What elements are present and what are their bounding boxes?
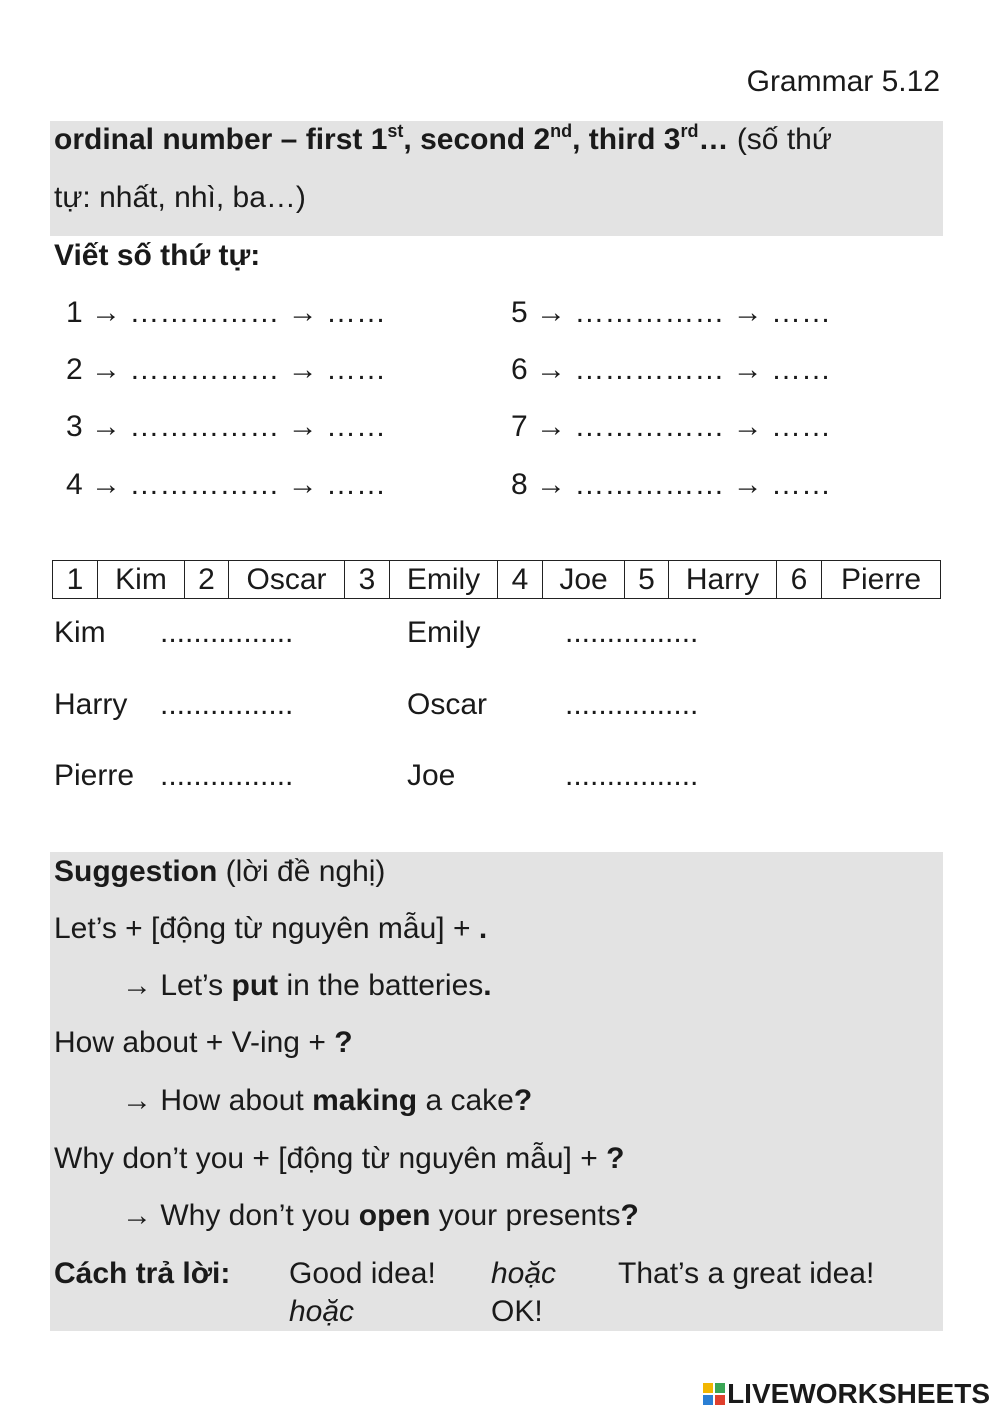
table-cell: Joe	[543, 561, 625, 599]
suggestion-title-translation: (lời đề nghị)	[217, 855, 386, 888]
sup-st: st	[387, 121, 404, 141]
rule-how-about-punct: ?	[334, 1026, 353, 1059]
blank-pierre[interactable]: ................	[160, 759, 294, 792]
ordinal-translation-start: (số thứ	[728, 123, 832, 156]
example-lets-punct: .	[483, 969, 492, 1002]
example-why-dont	[122, 1198, 639, 1234]
ordinal-bold-2: , second 2	[403, 123, 551, 156]
example-lets-verb: put	[231, 969, 279, 1002]
ordinal-blank-1[interactable]: 1 → …………… → ……	[66, 296, 387, 329]
answer-great-idea: That’s a great idea!	[618, 1257, 875, 1290]
name-pierre: Pierre	[54, 759, 135, 792]
suggestion-title-bold: Suggestion	[54, 855, 218, 888]
blank-kim[interactable]: ................	[160, 616, 294, 649]
name-joe: Joe	[407, 759, 456, 792]
example-why-dont-punct: ?	[620, 1199, 639, 1232]
ordinal-bold-1: ordinal number – first 1	[54, 123, 388, 156]
table-cell: 4	[498, 561, 543, 599]
liveworksheets-logo-text: LIVEWORKSHEETS	[727, 1378, 990, 1409]
example-how-about	[122, 1083, 532, 1119]
names-ranking-table	[52, 560, 941, 599]
table-row	[53, 561, 941, 599]
suggestion-title	[54, 854, 385, 890]
table-cell: 3	[345, 561, 390, 599]
ordinal-blank-3[interactable]: 3 → …………… → ……	[66, 410, 387, 443]
rule-how-about-text: How about + V-ing +	[54, 1026, 335, 1059]
ordinal-blank-4[interactable]: 4 → …………… → ……	[66, 468, 387, 501]
or-word-2: hoặc	[289, 1295, 355, 1328]
rule-lets-punct: .	[478, 912, 488, 945]
ordinal-blank-5[interactable]: 5 → …………… → ……	[511, 296, 832, 329]
page-title: Grammar 5.12	[746, 65, 940, 98]
table-cell: Harry	[669, 561, 777, 599]
blank-joe[interactable]: ................	[565, 759, 699, 792]
rule-why-dont	[54, 1141, 624, 1177]
table-cell: Kim	[98, 561, 185, 599]
rule-how-about	[54, 1025, 353, 1061]
ordinal-blank-7[interactable]: 7 → …………… → ……	[511, 410, 832, 443]
ordinal-definition-line2: tự: nhất, nhì, ba…)	[54, 181, 306, 214]
table-cell: 6	[777, 561, 822, 599]
name-emily: Emily	[407, 616, 481, 649]
ordinal-bold-4: …	[698, 123, 729, 156]
blank-emily[interactable]: ................	[565, 616, 699, 649]
example-lets-end: in the batteries	[278, 969, 484, 1002]
example-how-about-start: → How about	[122, 1084, 313, 1117]
example-why-dont-start: → Why don’t you	[122, 1199, 359, 1232]
ordinal-blank-6[interactable]: 6 → …………… → ……	[511, 353, 832, 386]
example-how-about-end: a cake	[417, 1084, 514, 1117]
ordinal-bold-3: , third 3	[572, 123, 681, 156]
example-why-dont-verb: open	[358, 1199, 431, 1232]
name-oscar: Oscar	[407, 688, 488, 721]
table-cell: Emily	[390, 561, 498, 599]
sup-rd: rd	[680, 121, 699, 141]
rule-lets-text: Let’s + [động từ nguyên mẫu] +	[54, 912, 479, 945]
table-cell: 2	[185, 561, 229, 599]
example-lets	[122, 968, 492, 1004]
example-why-dont-end: your presents	[430, 1199, 621, 1232]
table-cell: Oscar	[229, 561, 345, 599]
liveworksheets-logo	[703, 1378, 990, 1410]
table-cell: 5	[625, 561, 669, 599]
or-word-1: hoặc	[491, 1257, 557, 1290]
answer-label: Cách trả lời:	[54, 1257, 231, 1290]
blank-harry[interactable]: ................	[160, 688, 294, 721]
table-cell: Pierre	[822, 561, 941, 599]
exercise1-heading: Viết số thứ tự:	[54, 239, 261, 272]
example-how-about-verb: making	[312, 1084, 418, 1117]
sup-nd: nd	[550, 121, 573, 141]
example-lets-start: → Let’s	[122, 969, 232, 1002]
ordinal-blank-2[interactable]: 2 → …………… → ……	[66, 353, 387, 386]
answer-good-idea: Good idea!	[289, 1257, 436, 1290]
ordinal-definition-line1	[54, 122, 832, 158]
ordinal-blank-8[interactable]: 8 → …………… → ……	[511, 468, 832, 501]
blank-oscar[interactable]: ................	[565, 688, 699, 721]
table-cell: 1	[53, 561, 98, 599]
rule-lets	[54, 911, 487, 947]
name-harry: Harry	[54, 688, 128, 721]
name-kim: Kim	[54, 616, 106, 649]
example-how-about-punct: ?	[513, 1084, 533, 1117]
rule-why-dont-text: Why don’t you + [động từ nguyên mẫu] +	[54, 1142, 607, 1175]
liveworksheets-logo-icon	[703, 1383, 725, 1405]
rule-why-dont-punct: ?	[606, 1142, 625, 1175]
answer-ok: OK!	[491, 1295, 543, 1328]
